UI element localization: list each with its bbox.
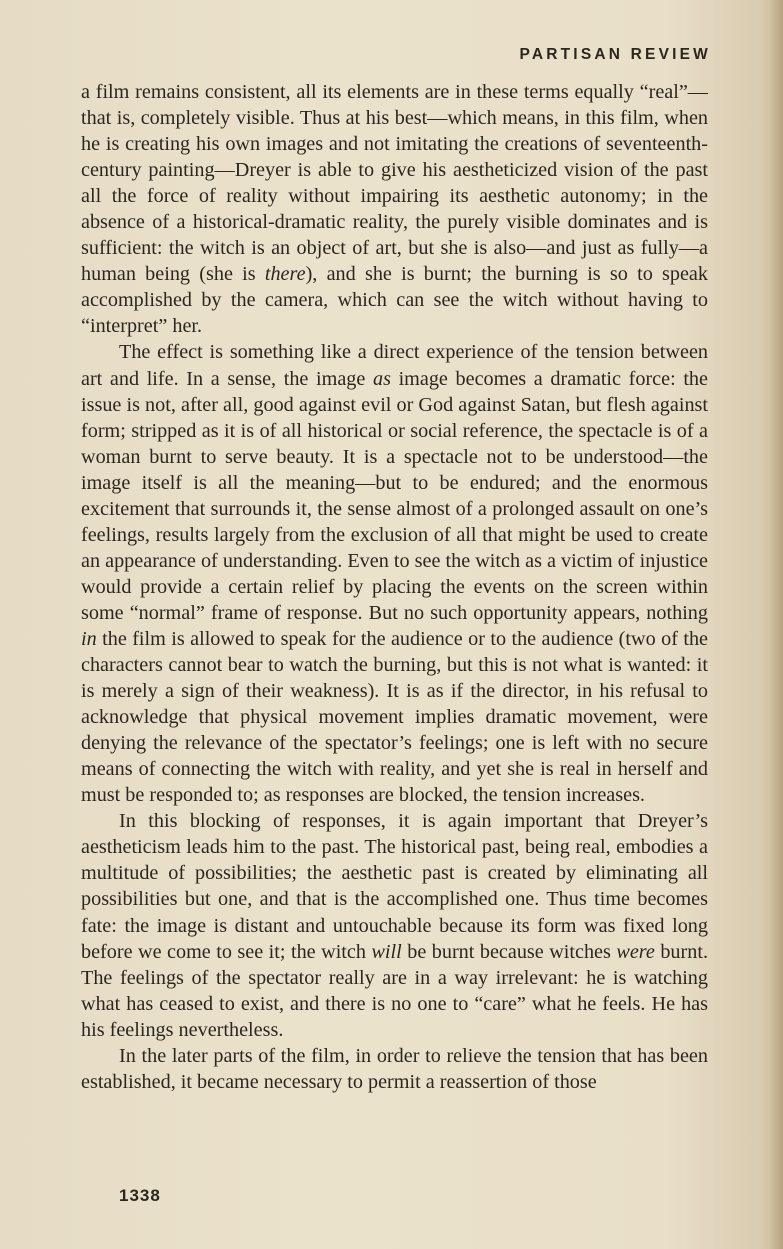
running-head: PARTISAN REVIEW: [519, 46, 711, 63]
paragraph: [81, 79, 708, 339]
page-number: 1338: [119, 1186, 161, 1205]
paragraph-text: a film remains consistent, all its elements are in these terms equally “real”—that is, completely visible. Thus at his best—which means, in this film, when he is creating his own images and not imitating the creations of seventeenth-century painting—Dreyer is able to give his aestheticized vision of the past all the force of reality without impairing its aesthetic autonomy; in the absence of a historical-dramatic reality, the purely visible dominates and is sufficient: the witch is an object of art, but she is also—and just as fully—a human being (she is: [81, 81, 708, 286]
paragraph-text: image becomes a dramatic force: the issue is not, after all, good against evil or God against Satan, but flesh against form; stripped as it is of all historical or social reference, the spectacle is of a woman burnt to serve beauty. It is a spectacle not to be understood—the image itself is all the meaning—but to be endured; and the enormous excitement that surrounds it, the sense almost of a prolonged assault on one’s feelings, results largely from the exclusion of all that might be used to create an appearance of understanding. Even to see the witch as a victim of injustice would provide a certain relief by placing the events on the screen within some “normal” frame of response. But no such opportunity appears, nothing: [81, 367, 708, 624]
paragraph-text: In this blocking of responses, it is again important that Dreyer’s aestheticism leads him to the past. The historical past, being real, embodies a multitude of possibilities; the aesthetic past is created by eliminating all possibilities but one, and that is the accomplished one. Thus time becomes fate: the image is distant and untouchable because its form was fixed long before we come to see it; the witch: [81, 810, 708, 963]
page-edge-shadow: [769, 0, 783, 1249]
paragraph-text: burnt. The feelings of the spectator really are in a way irrelevant: he is watching what has ceased to exist, and there is no one to “care” what he feels. He has his feelings nevertheless.: [81, 940, 708, 1041]
paragraph-text: In the later parts of the film, in order to relieve the tension that has been established, it became necessary to permit a reassertion of those: [81, 1044, 708, 1093]
italic-text: there: [264, 263, 306, 286]
paragraph: [81, 1043, 708, 1095]
paragraph: [81, 339, 708, 808]
italic-text: were: [616, 940, 655, 963]
paragraph-text: the film is allowed to speak for the audience or to the audience (two of the characters cannot bear to watch the burning, but this is not what is wanted: it is merely a sign of their weakness). It is as if the director, in his refusal to acknowledge that physical movement implies dramatic movement, were denying the relevance of the spectator’s feelings; one is left with no secure means of connecting the witch with reality, and yet she is real in herself and must be responded to; as responses are blocked, the tension increases.: [81, 627, 708, 807]
italic-text: as: [372, 367, 391, 390]
paragraph-text: be burnt because witches: [401, 940, 617, 963]
paragraph-text: ), and she is burnt; the burning is so to speak accomplished by the camera, which can see the witch without having to “interpret” her.: [81, 263, 708, 338]
italic-text: will: [371, 940, 402, 963]
paragraph: [81, 808, 708, 1042]
body-text: [81, 79, 708, 1095]
italic-text: in: [81, 627, 97, 650]
paragraph-text: The effect is something like a direct experience of the tension between art and life. In a sense, the image: [81, 341, 708, 390]
